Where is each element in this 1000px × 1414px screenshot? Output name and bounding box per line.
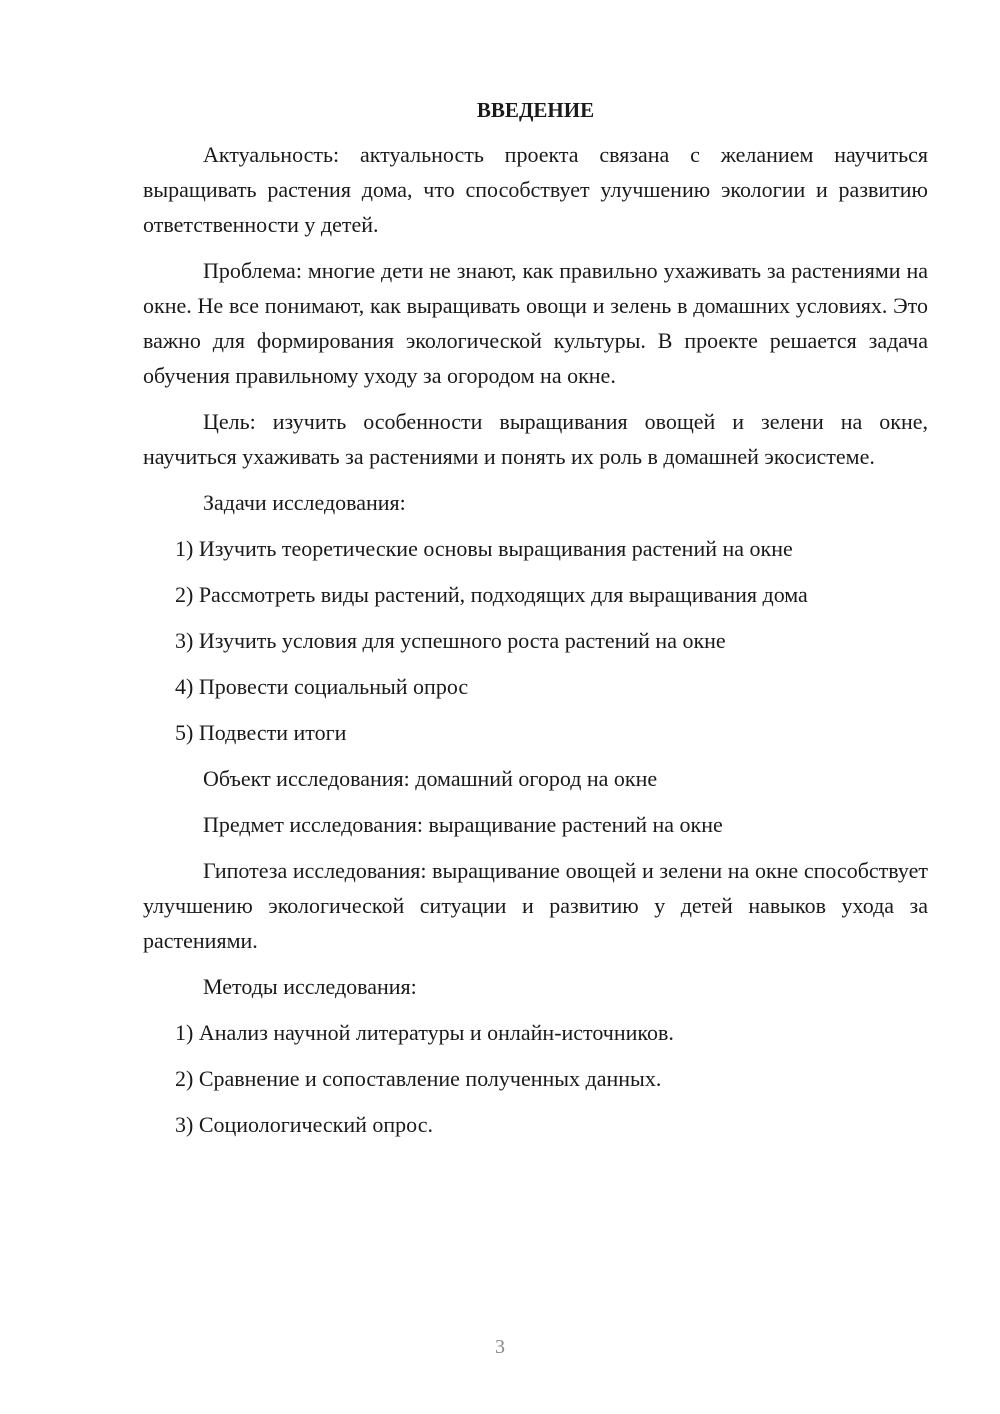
tasks-heading: Задачи исследования: (203, 490, 406, 515)
object-line: Объект исследования: домашний огород на окне (203, 766, 658, 791)
methods-heading: Методы исследования: (203, 974, 417, 999)
task-item-1: 1) Изучить теоретические основы выращивания растений на окне (175, 536, 793, 561)
method-item-1: 1) Анализ научной литературы и онлайн-источников. (175, 1020, 674, 1045)
task-item-3: 3) Изучить условия для успешного роста растений на окне (175, 628, 726, 653)
methods-list (143, 1015, 928, 1142)
method-item-3: 3) Социологический опрос. (175, 1112, 433, 1137)
hypothesis-paragraph: Гипотеза исследования: выращивание овощей и зелени на окне способствует улучшению экологической ситуации и развитию у детей навыков ухода за растениями. (143, 858, 928, 953)
subject-line: Предмет исследования: выращивание растений на окне (203, 812, 723, 837)
page-content (143, 93, 928, 1153)
method-item-2: 2) Сравнение и сопоставление полученных данных. (175, 1066, 662, 1091)
problem-paragraph: Проблема: многие дети не знают, как правильно ухаживать за растениями на окне. Не все понимают, как выращивать овощи и зелень в домашних условиях. Это важно для формирования экологической культуры. В проекте решается задача обучения правильному уходу за огородом на окне. (143, 258, 928, 388)
page-number: 3 (495, 1336, 505, 1358)
task-item-5: 5) Подвести итоги (175, 720, 347, 745)
task-item-2: 2) Рассмотреть виды растений, подходящих для выращивания дома (175, 582, 808, 607)
relevance-paragraph: Актуальность: актуальность проекта связана с желанием научиться выращивать растения дома, что способствует улучшению экологии и развитию ответственности у детей. (143, 142, 928, 237)
tasks-list (143, 531, 928, 750)
goal-paragraph: Цель: изучить особенности выращивания овощей и зелени на окне, научиться ухаживать за растениями и понять их роль в домашней экосистеме. (143, 409, 928, 469)
section-title: ВВЕДЕНИЕ (476, 98, 595, 122)
task-item-4: 4) Провести социальный опрос (175, 674, 469, 699)
